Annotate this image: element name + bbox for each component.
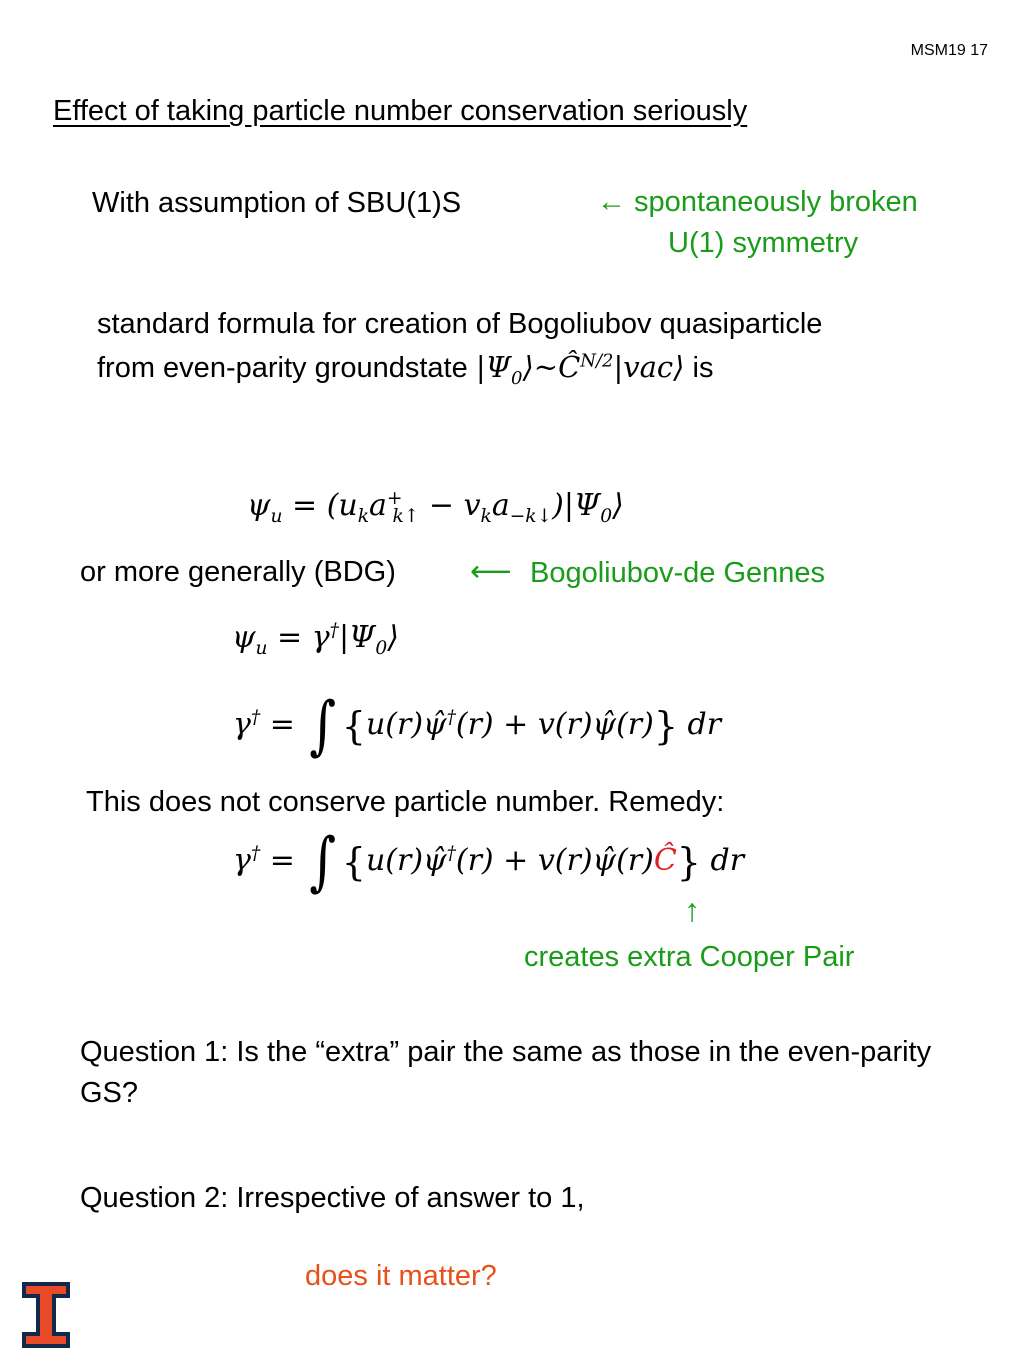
equation-gamma-remedy: γ† = ∫ {u(r)ψ̂†(r) + v(r)ψ̂(r)Ĉ} dr — [233, 825, 745, 899]
groundstate-expression: $|\Psi_0⟩\sim Ĉ^{N/2}|vac⟩$ — [475, 350, 685, 389]
standard-formula-line2 — [97, 350, 714, 389]
up-arrow-icon: ↑ — [684, 892, 700, 928]
does-it-matter: does it matter? — [305, 1260, 497, 1292]
question1-line1: Question 1: Is the “extra” pair the same as those in the even-parity — [80, 1036, 932, 1068]
standard-formula-prefix: from even-parity groundstate — [97, 352, 468, 384]
not-conserve-text: This does not conserve particle number. Remedy: — [86, 786, 725, 818]
illinois-block-i-logo — [20, 1280, 72, 1350]
cooper-operator: Ĉ — [653, 843, 677, 878]
bdg-note: Bogoliubov-de Gennes — [530, 557, 826, 589]
logo-icon — [20, 1280, 72, 1350]
sbu-note-line2: U(1) symmetry — [668, 227, 859, 259]
page-title: Effect of taking particle number conservation seriously — [53, 95, 748, 127]
assumption-text: With assumption of SBU(1)S — [92, 187, 462, 219]
question1-line2: GS? — [80, 1077, 139, 1109]
sbu-note-line1: ← spontaneously broken — [597, 186, 918, 218]
equation-gamma-integral: γ† = ∫ {u(r)ψ̂†(r) + v(r)ψ̂(r)} dr — [233, 689, 722, 763]
slide-number: MSM19 17 — [910, 42, 988, 59]
bdg-arrow-icon: ⟵ — [470, 556, 512, 588]
standard-formula-suffix: is — [692, 352, 714, 384]
more-generally-text: or more generally (BDG) — [80, 556, 396, 588]
standard-formula-line1: standard formula for creation of Bogoliubov quasiparticle — [97, 308, 823, 340]
equation-gamma-state: $\psi_u$ = $\gamma^\dagger|\Psi_0⟩$ — [232, 620, 399, 659]
cooper-note: creates extra Cooper Pair — [524, 941, 855, 973]
question2: Question 2: Irrespective of answer to 1, — [80, 1182, 585, 1214]
equation-bogoliubov-state: $\psi_u = (u_ka^+_{k↑}$ − $v_ka_{-k↓})|\Psi_0⟩$ — [247, 488, 624, 527]
